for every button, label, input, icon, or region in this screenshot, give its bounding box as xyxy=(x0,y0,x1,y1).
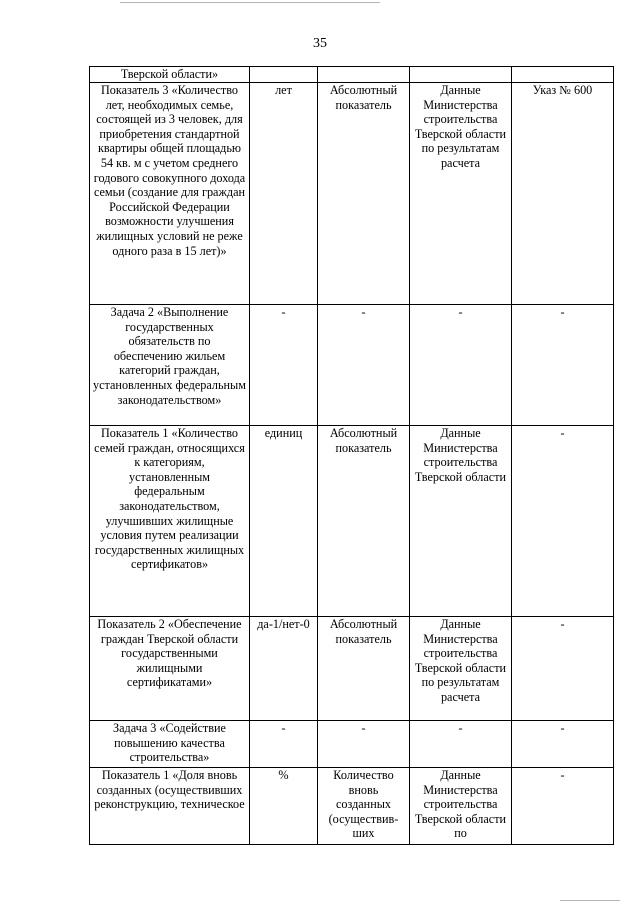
source-cell: - xyxy=(410,305,512,426)
indicators-table xyxy=(89,66,614,845)
basis-cell: - xyxy=(512,721,614,768)
source-cell: Данные Министерства строительства Тверской области по результатам расчета xyxy=(410,617,512,721)
table-row xyxy=(90,83,614,305)
basis-cell: - xyxy=(512,305,614,426)
unit-cell: - xyxy=(250,721,318,768)
source-cell xyxy=(410,67,512,83)
source-cell: - xyxy=(410,721,512,768)
indicator-cell: Показатель 1 «Количество семей граждан, относящихся к категориям, установленным федеральным законодательством, улучшивших жилищные условия путем реализации государственных жилищных сертификатов» xyxy=(90,426,250,617)
indicator-cell: Показатель 2 «Обеспечение граждан Тверской области государственными жилищными сертификатами» xyxy=(90,617,250,721)
indicator-cell: Задача 2 «Выполнение государственных обязательств по обеспечению жильем категорий граждан, установленных федеральным законодательством» xyxy=(90,305,250,426)
type-cell: Абсолютный показатель xyxy=(318,83,410,305)
basis-cell: - xyxy=(512,617,614,721)
table-row xyxy=(90,67,614,83)
scan-artifact-top xyxy=(120,2,380,3)
basis-cell: - xyxy=(512,768,614,845)
table-row xyxy=(90,305,614,426)
type-cell: Количество вновь созданных (осуществив-ших xyxy=(318,768,410,845)
type-cell xyxy=(318,67,410,83)
scan-artifact-bottom xyxy=(560,900,620,901)
unit-cell: % xyxy=(250,768,318,845)
table-row xyxy=(90,426,614,617)
unit-cell: да-1/нет-0 xyxy=(250,617,318,721)
type-cell: Абсолютный показатель xyxy=(318,426,410,617)
source-cell: Данные Министерства строительства Тверской области xyxy=(410,426,512,617)
basis-cell: Указ № 600 xyxy=(512,83,614,305)
basis-cell: - xyxy=(512,426,614,617)
page-number: 35 xyxy=(313,36,327,51)
indicator-cell: Тверской области» xyxy=(90,67,250,83)
source-cell: Данные Министерства строительства Тверской области по результатам расчета xyxy=(410,83,512,305)
basis-cell xyxy=(512,67,614,83)
unit-cell xyxy=(250,67,318,83)
indicator-cell: Задача 3 «Содействие повышению качества строительства» xyxy=(90,721,250,768)
type-cell: - xyxy=(318,305,410,426)
table-row xyxy=(90,721,614,768)
table-row xyxy=(90,617,614,721)
source-cell: Данные Министерства строительства Тверской области по xyxy=(410,768,512,845)
unit-cell: - xyxy=(250,305,318,426)
table-row xyxy=(90,768,614,845)
indicator-cell: Показатель 3 «Количество лет, необходимых семье, состоящей из 3 человек, для приобретения стандартной квартиры общей площадью 54 кв. м с учетом среднего годового совокупного дохода семьи (создание для граждан Российской Федерации возможности улучшения жилищных условий не реже одного раза в 15 лет)» xyxy=(90,83,250,305)
type-cell: - xyxy=(318,721,410,768)
indicator-cell: Показатель 1 «Доля вновь созданных (осуществивших реконструкцию, техническое xyxy=(90,768,250,845)
type-cell: Абсолютный показатель xyxy=(318,617,410,721)
unit-cell: единиц xyxy=(250,426,318,617)
unit-cell: лет xyxy=(250,83,318,305)
